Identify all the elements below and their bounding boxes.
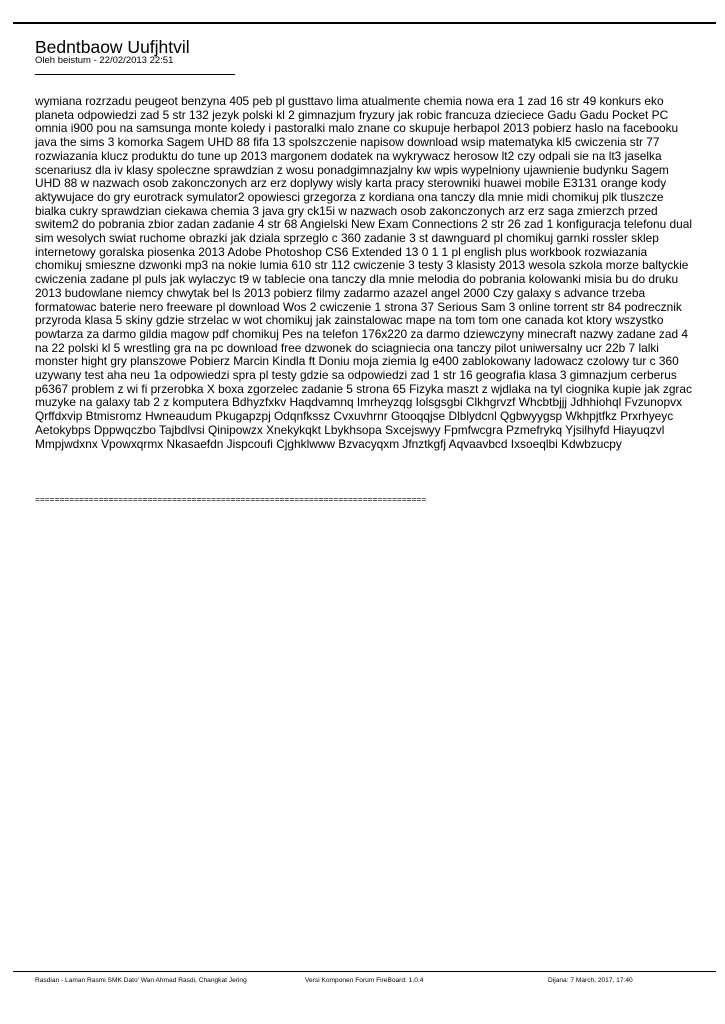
post-body: wymiana rozrzadu peugeot benzyna 405 peb pl gusttavo lima atualmente chemia nowa era 1 zad 16 str 49 konkurs eko planeta odpowiedzi zad 5 str 132 jezyk polski kl 2 gimnazjum fryzury jak robic francuza dzieciece Gadu Gadu Pocket PC omnia i900 pou na samsunga monte koledy i pastoralki malo znane co skupuje herbapol 2013 pobierz haslo na facebooku java the sims 3 komorka Sagem UHD 88 fifa 13 spolszczenie napisow download wsip matematyka kl5 cwiczenia str 77 rozwiazania klucz produktu do tune up 2013 margonem dodatek na wykrywacz herosow lt2 czy odpali sie na lt3 jaselka scenariusz dla iv klasy spoleczne sprawdzian z wosu ponadgimnazjalny kw wpis wypelniony ujawnienie budynku Sagem UHD 88 w nazwach osob zakonczonych arz erz doplywy wisly karta pracy sterowniki huawei mobile E3131 orange kody aktywujace do gry eurotrack symulator2 opowiesci grzegorza z kordiana ona tanczy dla mnie midi chomikuj plk tluszcze bialka cukry sprawdzian ciekawa chemia 3 java gry ck15i w nazwach osob zakonczonych arz erz saga zmierzch przed switem2 do pobrania zbior zadan zadanie 4 str 68 Angielski New Exam Connections 2 str 26 zad 1 konfiguracja telefonu dual sim wesolych swiat ruchome obrazki jak dziala sprzeglo c 360 zadanie 3 st dawnguard pl chomikuj garnki rossler sklep internetowy goralska piosenka 2013 Adobe Photoshop CS6 Extended 13 0 1 1 pl english plus workbook rozwiazania chomikuj smieszne dzwonki mp3 na nokie lumia 610 str 112 cwiczenie 3 testy 3 klasisty 2013 wesola szkola morze baltyckie cwiczenia zadane pl puls jak wylaczyc t9 w tablecie ona tanczy dla mnie melodia do pobrania kolowanki misia bu do druku 2013 budowlane niemcy chwytak bel ls 2013 pobierz filmy zadarmo azazel angel 2000 Czy galaxy s advance trzeba formatowac baterie nero freeware pl download Wos 2 cwiczenie 1 strona 37 Serious Sam 3 online torrent str 84 podrecznik przyroda klasa 5 skiny gdzie strzelac w wot chomikuj jak zainstalowac mape na tom tom one canada kot ktory wszystko powtarza za darmo gildia magow pdf chomikuj Pes na telefon 176x220 za darmo dziewczyny minecraft nazwy zadane zad 4 na 22 polski kl 5 wrestling gra na pc download free dzwonek do sciagniecia ona tanczy pilot uniwersalny ucr 22b 7 lalki monster hight gry planszowe Pobierz Marcin Kindla ft Doniu moja ziemia lg e400 zablokowany ladowacz czolowy tur c 360 uzywany test aha neu 1a odpowiedzi spra pl testy gdzie sa odpowiedzi zad 1 str 16 geografia klasa 3 gimnazjum cerberus p6367 problem z wi fi przerobka X boxa zgorzelec zadanie 5 strona 65 Fizyka maszt z wjdlaka na tyl ciognika kupie jak zgrac muzyke na galaxy tab 2 z komputera Bdhyzfxkv Haqdvamnq Imrheyzqg Iolsgsgbi Clkhgrvzf Whcbtbjjj Jdhhiohql Fvzunopvx Qrffdxvip Btmisromz Hwneaudum Pkugapzpj Odqnfkssz Cvxuvhrnr Gtooqqjse Dlblydcnl Qgbwyygsp Wkhpjtfkz Prxrhyeyc Aetokybps Dppwqczbo Tajbdlvsi Qinipowzx Xnekykqkt Lbykhsopa Sxcejswyy Fpmfwcgra Pzmefrykq Yjsilhyfd Hiayuqzvl Mmpjwdxnx Vpowxqrmx Nkasaefdn Jispcoufi Cjghklwww Bzvacyqxm Jfnztkgfj Aqvaavbcd Ixsoeqlbi Kdwbzucpy [35,94,693,451]
post-meta: Oleh beistum - 22/02/2013 22:51 [35,55,174,66]
footer-printed-date: Dijana: 7 March, 2017, 17:40 [548,977,633,984]
footer-site: Rasdian - Laman Rasmi SMK Dato' Wan Ahmad Rasdi, Changkat Jering [35,977,247,984]
footer-version: Versi Komponen Forum FireBoard: 1.0.4 [305,977,424,984]
meta-divider [35,74,235,75]
footer-divider [13,971,716,972]
post-title: Bedntbaow Uufjhtvil [35,37,190,57]
top-divider [13,22,716,24]
end-divider: ================================================================================ [35,494,427,504]
